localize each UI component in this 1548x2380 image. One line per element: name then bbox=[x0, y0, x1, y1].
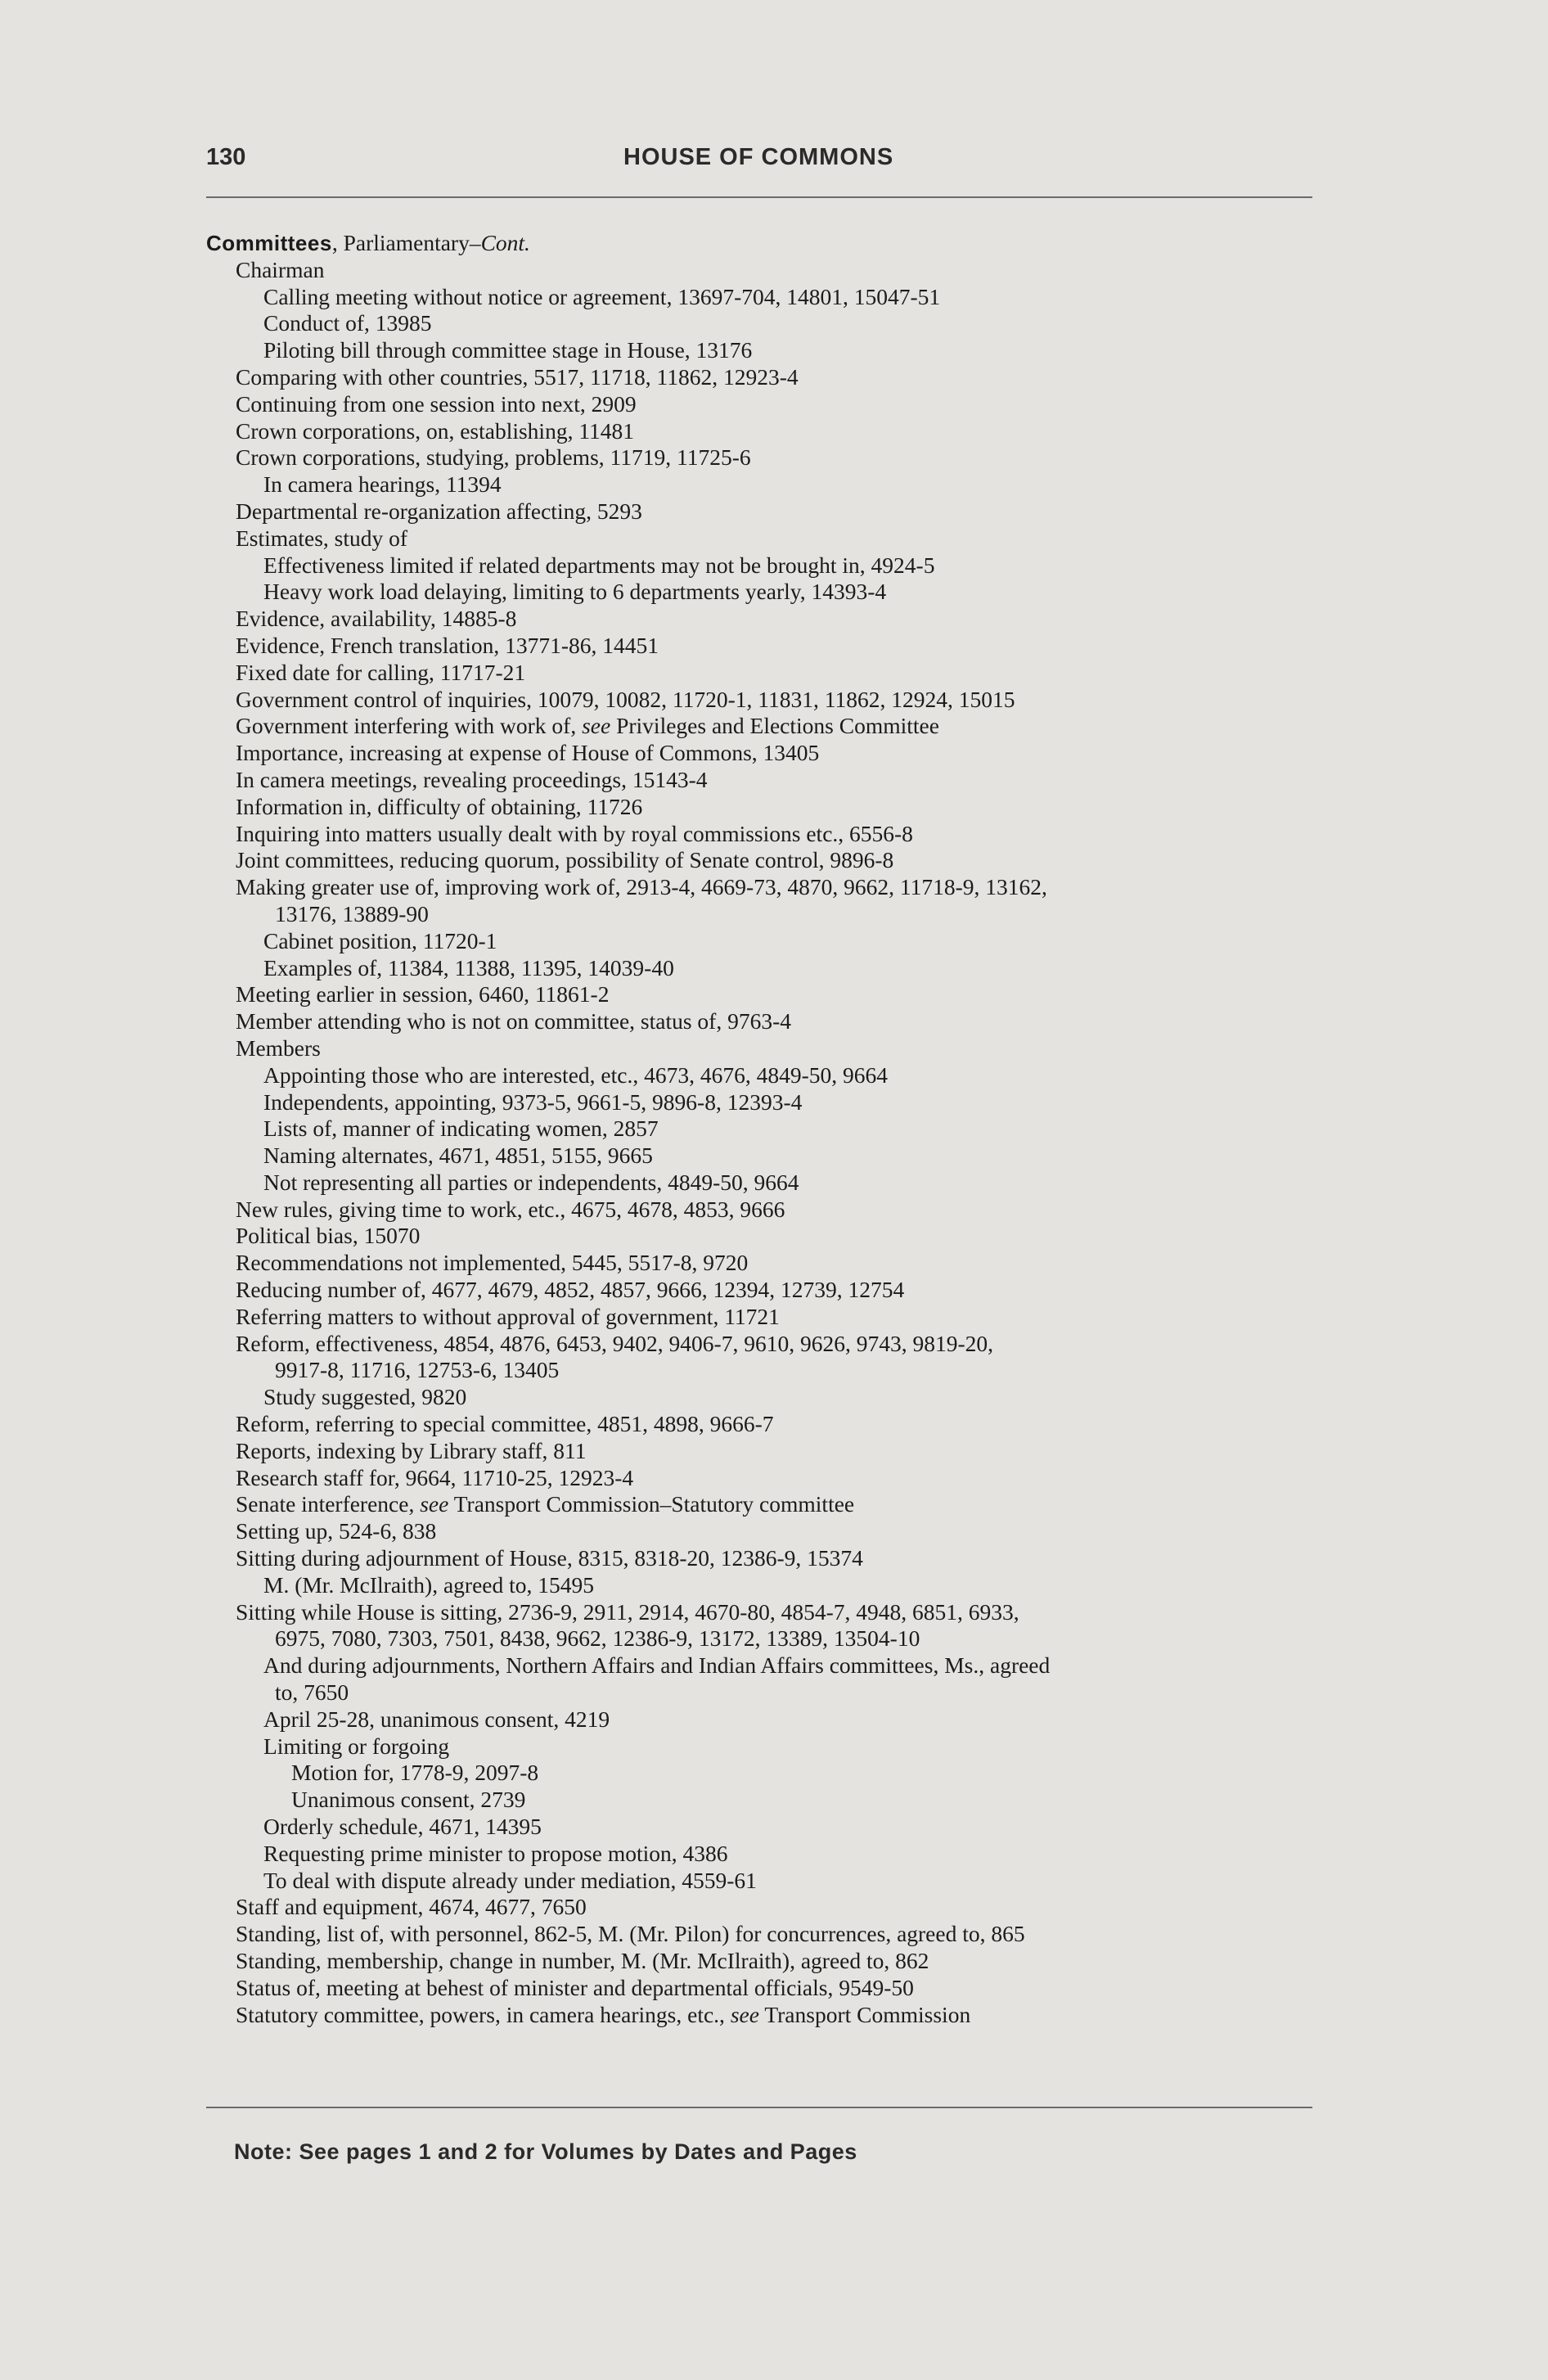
index-entry bbox=[206, 1545, 1319, 1572]
index-entry-continuation bbox=[206, 1625, 1319, 1652]
index-entry bbox=[206, 1089, 1319, 1116]
index-entry bbox=[206, 2002, 1319, 2029]
index-entry bbox=[206, 1975, 1319, 2002]
entry-text: April 25-28, unanimous consent, 4219 bbox=[263, 1706, 610, 1732]
entry-text: Sitting during adjournment of House, 8315, 8318-20, 12386-9, 15374 bbox=[236, 1545, 863, 1571]
index-entry bbox=[206, 821, 1319, 848]
entry-text: Estimates, study of bbox=[236, 525, 408, 551]
entry-text: Evidence, availability, 14885-8 bbox=[236, 606, 517, 632]
entry-text: Status of, meeting at behest of minister and departmental officials, 9549-50 bbox=[236, 1974, 914, 2000]
index-entry bbox=[206, 1921, 1319, 1948]
index-entry bbox=[206, 847, 1319, 874]
index-entry bbox=[206, 928, 1319, 955]
index-entry bbox=[206, 1384, 1319, 1411]
entry-text: Government control of inquiries, 10079, 10082, 11720-1, 11831, 11862, 12924, 15015 bbox=[236, 686, 1015, 712]
entry-text: Reform, referring to special committee, 4851, 4898, 9666-7 bbox=[236, 1411, 774, 1437]
index-entry bbox=[206, 444, 1319, 471]
entry-text: Staff and equipment, 4674, 4677, 7650 bbox=[236, 1894, 587, 1920]
index-entry bbox=[206, 606, 1319, 633]
see-reference: see bbox=[420, 1491, 449, 1517]
see-reference: see bbox=[582, 713, 611, 739]
heading-title: Committees bbox=[206, 231, 332, 255]
index-entry bbox=[206, 1841, 1319, 1868]
entry-text: Making greater use of, improving work of, 2913-4, 4669-73, 4870, 9662, 11718-9, 13162, bbox=[236, 874, 1047, 900]
index-entry bbox=[206, 1331, 1319, 1358]
index-entry bbox=[206, 418, 1319, 445]
entry-text: Research staff for, 9664, 11710-25, 12923-4 bbox=[236, 1464, 634, 1490]
entry-text: 13176, 13889-90 bbox=[275, 900, 429, 926]
entry-text: Study suggested, 9820 bbox=[263, 1384, 467, 1410]
index-entry bbox=[206, 1116, 1319, 1143]
entry-text: Setting up, 524-6, 838 bbox=[236, 1518, 437, 1544]
entry-text: Chairman bbox=[236, 256, 325, 282]
index-entry bbox=[206, 552, 1319, 579]
entry-text: M. (Mr. McIlraith), agreed to, 15495 bbox=[263, 1571, 595, 1598]
index-entry bbox=[206, 337, 1319, 364]
entry-text: Limiting or forgoing bbox=[263, 1733, 450, 1759]
index-entry bbox=[206, 1223, 1319, 1250]
entry-text: Recommendations not implemented, 5445, 5517-8, 9720 bbox=[236, 1250, 749, 1276]
index-entry bbox=[206, 1438, 1319, 1465]
entry-text: Meeting earlier in session, 6460, 11861-2 bbox=[236, 981, 610, 1007]
entry-text: In camera meetings, revealing proceedings, 15143-4 bbox=[236, 766, 708, 792]
index-entry-continuation bbox=[206, 901, 1319, 928]
entry-text: Government interfering with work of, bbox=[236, 713, 583, 739]
entry-text: Fixed date for calling, 11717-21 bbox=[236, 659, 526, 685]
index-entry bbox=[206, 525, 1319, 552]
heading-comma: , bbox=[331, 230, 344, 255]
index-entry bbox=[206, 310, 1319, 337]
index-entry-continuation bbox=[206, 1357, 1319, 1384]
index-entry bbox=[206, 471, 1319, 498]
index-body bbox=[206, 230, 1319, 2028]
index-entry bbox=[206, 1814, 1319, 1841]
entry-text: Continuing from one session into next, 2909 bbox=[236, 390, 637, 417]
entry-text: Statutory committee, powers, in camera hearings, etc., bbox=[236, 2001, 731, 2027]
see-reference: see bbox=[730, 2001, 759, 2027]
index-entry bbox=[206, 257, 1319, 284]
index-entry bbox=[206, 1465, 1319, 1492]
index-entry bbox=[206, 1787, 1319, 1814]
entry-text: Motion for, 1778-9, 2097-8 bbox=[291, 1760, 539, 1786]
index-entry bbox=[206, 1706, 1319, 1733]
index-entry bbox=[206, 1948, 1319, 1975]
entry-text: Standing, list of, with personnel, 862-5, M. (Mr. Pilon) for concurrences, agreed to, 865 bbox=[236, 1921, 1025, 1947]
index-entry bbox=[206, 1599, 1319, 1626]
entry-text: In camera hearings, 11394 bbox=[263, 471, 502, 498]
index-entry bbox=[206, 1277, 1319, 1304]
index-entry bbox=[206, 1143, 1319, 1170]
running-head: HOUSE OF COMMONS bbox=[623, 144, 894, 170]
index-entry bbox=[206, 1652, 1319, 1679]
page-header bbox=[206, 144, 1311, 180]
entry-text: Members bbox=[236, 1034, 321, 1061]
index-entry bbox=[206, 660, 1319, 687]
entry-text: Independents, appointing, 9373-5, 9661-5, 9896-8, 12393-4 bbox=[263, 1089, 803, 1115]
entry-text: Cabinet position, 11720-1 bbox=[263, 927, 497, 953]
index-entry bbox=[206, 633, 1319, 660]
index-entry bbox=[206, 1250, 1319, 1277]
heading-subject: Parliamentary– bbox=[343, 230, 481, 255]
entry-text: Lists of, manner of indicating women, 2857 bbox=[263, 1116, 659, 1142]
entry-text: Heavy work load delaying, limiting to 6 departments yearly, 14393-4 bbox=[263, 579, 887, 605]
index-entry bbox=[206, 1868, 1319, 1895]
entry-text: And during adjournments, Northern Affairs and Indian Affairs committees, Ms., agreed bbox=[263, 1652, 1051, 1679]
entry-text: Joint committees, reducing quorum, possibility of Senate control, 9896-8 bbox=[236, 847, 894, 873]
entry-text: Unanimous consent, 2739 bbox=[291, 1787, 526, 1813]
index-entry bbox=[206, 1062, 1319, 1089]
entry-text: Crown corporations, on, establishing, 11481 bbox=[236, 417, 635, 444]
entry-text: Inquiring into matters usually dealt with by royal commissions etc., 6556-8 bbox=[236, 820, 913, 846]
entry-text: Reform, effectiveness, 4854, 4876, 6453, 9402, 9406-7, 9610, 9626, 9743, 9819-20, bbox=[236, 1330, 993, 1356]
entry-text: Member attending who is not on committee, status of, 9763-4 bbox=[236, 1008, 791, 1034]
index-entry bbox=[206, 1733, 1319, 1760]
index-entry bbox=[206, 1894, 1319, 1921]
cross-reference-target: Privileges and Elections Committee bbox=[610, 713, 939, 739]
entry-text: New rules, giving time to work, etc., 4675, 4678, 4853, 9666 bbox=[236, 1196, 785, 1222]
index-entry bbox=[206, 1491, 1319, 1518]
header-rule bbox=[206, 196, 1312, 198]
entry-text: Appointing those who are interested, etc., 4673, 4676, 4849-50, 9664 bbox=[263, 1062, 888, 1088]
index-entry bbox=[206, 1572, 1319, 1599]
entry-text: Conduct of, 13985 bbox=[263, 310, 432, 336]
index-entry bbox=[206, 391, 1319, 418]
index-entry bbox=[206, 284, 1319, 311]
footer-rule bbox=[206, 2107, 1312, 2108]
index-entry bbox=[206, 1197, 1319, 1224]
cross-reference-target: Transport Commission bbox=[758, 2001, 971, 2027]
entry-text: Orderly schedule, 4671, 14395 bbox=[263, 1814, 542, 1840]
index-entry bbox=[206, 981, 1319, 1008]
index-entry bbox=[206, 740, 1319, 767]
entry-text: Importance, increasing at expense of House of Commons, 13405 bbox=[236, 740, 820, 766]
entry-text: Standing, membership, change in number, M. (Mr. McIlraith), agreed to, 862 bbox=[236, 1948, 929, 1973]
index-entry bbox=[206, 1411, 1319, 1438]
index-entry bbox=[206, 767, 1319, 794]
heading-cont: Cont. bbox=[480, 230, 530, 255]
index-entry bbox=[206, 955, 1319, 982]
entry-text: Comparing with other countries, 5517, 11718, 11862, 12923-4 bbox=[236, 363, 799, 390]
entry-text: Requesting prime minister to propose motion, 4386 bbox=[263, 1840, 728, 1866]
index-entry bbox=[206, 794, 1319, 821]
entry-text: Effectiveness limited if related departments may not be brought in, 4924-5 bbox=[263, 552, 935, 578]
entry-text: Naming alternates, 4671, 4851, 5155, 9665 bbox=[263, 1143, 653, 1169]
entry-text: Senate interference, bbox=[236, 1491, 421, 1517]
index-entry bbox=[206, 364, 1319, 391]
entry-text: Sitting while House is sitting, 2736-9, 2911, 2914, 4670-80, 4854-7, 4948, 6851, 6933, bbox=[236, 1598, 1019, 1625]
index-entry bbox=[206, 713, 1319, 740]
index-entry-continuation bbox=[206, 1679, 1319, 1706]
index-entry bbox=[206, 1008, 1319, 1035]
index-entry bbox=[206, 1304, 1319, 1331]
page-number: 130 bbox=[206, 144, 246, 170]
entry-text: 6975, 7080, 7303, 7501, 8438, 9662, 12386-9, 13172, 13389, 13504-10 bbox=[275, 1625, 920, 1652]
index-entry bbox=[206, 579, 1319, 606]
cross-reference-target: Transport Commission–Statutory committee bbox=[448, 1491, 855, 1517]
entry-text: Evidence, French translation, 13771-86, 14451 bbox=[236, 632, 659, 658]
entry-text: Piloting bill through committee stage in House, 13176 bbox=[263, 337, 753, 363]
entry-text: Crown corporations, studying, problems, 11719, 11725-6 bbox=[236, 444, 751, 471]
entry-text: Not representing all parties or independents, 4849-50, 9664 bbox=[263, 1169, 799, 1195]
index-entry bbox=[206, 1035, 1319, 1062]
entry-text: to, 7650 bbox=[275, 1679, 349, 1706]
entry-text: Information in, difficulty of obtaining, 11726 bbox=[236, 793, 643, 819]
entry-text: Reports, indexing by Library staff, 811 bbox=[236, 1437, 587, 1463]
entry-text: Political bias, 15070 bbox=[236, 1223, 421, 1249]
index-entry bbox=[206, 1518, 1319, 1545]
entry-text: Calling meeting without notice or agreement, 13697-704, 14801, 15047-51 bbox=[263, 283, 941, 309]
index-entry bbox=[206, 1170, 1319, 1197]
index-entry bbox=[206, 1760, 1319, 1787]
entry-text: Referring matters to without approval of government, 11721 bbox=[236, 1303, 780, 1329]
entry-text: To deal with dispute already under mediation, 4559-61 bbox=[263, 1867, 757, 1893]
entry-text: 9917-8, 11716, 12753-6, 13405 bbox=[275, 1357, 560, 1383]
index-heading bbox=[206, 230, 1319, 257]
entry-text: Reducing number of, 4677, 4679, 4852, 4857, 9666, 12394, 12739, 12754 bbox=[236, 1277, 905, 1303]
index-entry bbox=[206, 874, 1319, 901]
entry-text: Departmental re-organization affecting, 5293 bbox=[236, 498, 642, 524]
index-entry bbox=[206, 687, 1319, 714]
index-entry bbox=[206, 498, 1319, 525]
footnote: Note: See pages 1 and 2 for Volumes by Dates and Pages bbox=[234, 2139, 857, 2164]
entry-text: Examples of, 11384, 11388, 11395, 14039-40 bbox=[263, 954, 674, 980]
